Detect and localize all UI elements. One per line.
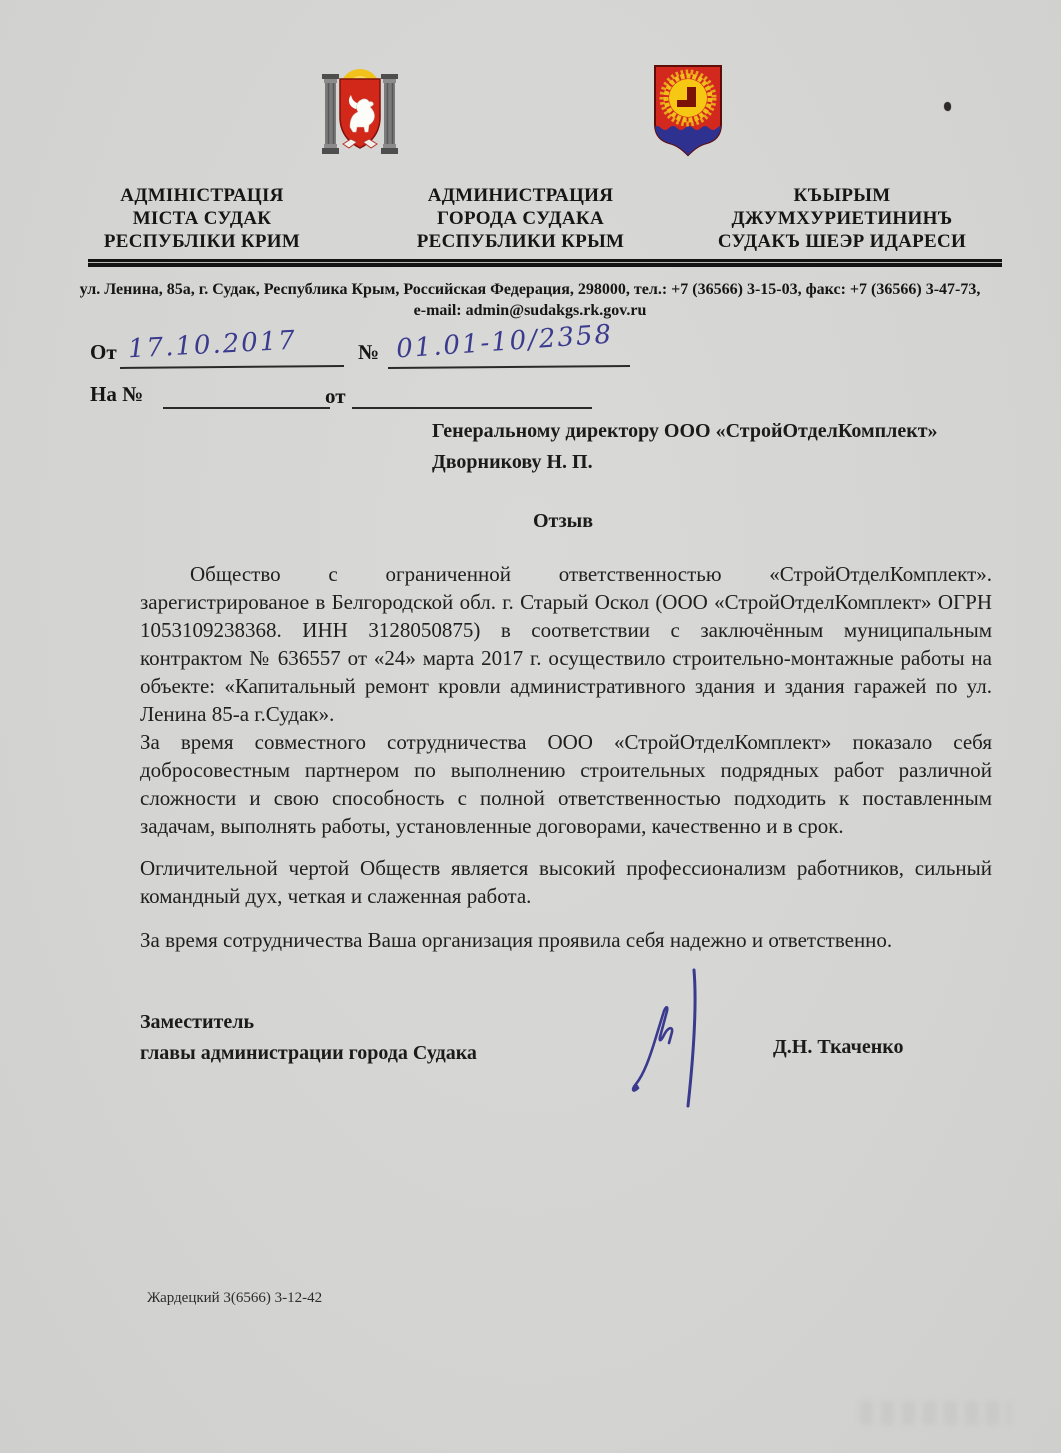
crimea-coat-of-arms-icon [316, 64, 404, 168]
signatory-name: Д.Н. Ткаченко [773, 1036, 904, 1058]
reply-to-date-line [352, 407, 592, 409]
letterhead-line: ГОРОДА СУДАКА [437, 208, 604, 229]
body-paragraph: Общество с ограниченной ответственностью «СтройОтделКомплект». зарегистрированое в Белгородской обл. г. Старый Оскол (ООО «СтройОтделКомплект» ОГРН 1053109238368. ИНН 3128050875) в соответствии с заключённым муниципальным контрактом № 636557 от «24» марта 2017 г. осуществило строительно-монтажные работы на объекте: «Капитальный ремонт кровли административного здания и здания гаражей по ул. Ленина 85-а г.Судак». [140, 562, 992, 726]
ink-speck [944, 102, 951, 111]
number-field-label: № [358, 340, 380, 364]
letterhead-line: РЕСПУБЛИКИ КРЫМ [416, 231, 625, 252]
executor-contact: Жардецкий 3(6566) 3-12-42 [147, 1290, 323, 1306]
reply-to-number-label: На № [90, 382, 144, 406]
reply-to-date-label: от [325, 384, 346, 408]
reply-to-number-line [163, 407, 330, 409]
letterhead-line: РЕСПУБЛІКИ КРИМ [103, 231, 301, 252]
date-field-line [120, 365, 344, 369]
recipient-line: Дворникову Н. П. [432, 451, 593, 473]
sudak-coat-of-arms-icon [651, 62, 725, 162]
body-paragraph: Огличительной чертой Обществ является высокий профессионализм работников, сильный командный дух, четкая и слаженная работа. [140, 856, 992, 908]
letterhead-divider [88, 259, 1002, 267]
letterhead-ukrainian [92, 184, 312, 253]
signatory-position-line: Заместитель [140, 1011, 255, 1033]
letterhead-line: АДМИНИСТРАЦИЯ [427, 185, 614, 206]
contact-info [55, 279, 1005, 321]
contact-address-line: ул. Ленина, 85а, г. Судак, Республика Крым, Российская Федерация, 298000, тел.: +7 (36566) 3-15-03, факс: +7 (36566) 3-47-73, [79, 281, 981, 298]
letterhead-line: КЪЫРЫМ [793, 185, 891, 206]
handwritten-signature-icon [616, 964, 716, 1112]
number-field-line [388, 365, 630, 369]
signatory-position-line: главы администрации города Судака [140, 1042, 477, 1064]
letter-body [140, 560, 992, 954]
letterhead-crimean-tatar [703, 184, 981, 253]
contact-email-line: e-mail: admin@sudakgs.rk.gov.ru [413, 302, 647, 319]
bleed-through-artifact [848, 1392, 1023, 1434]
letterhead-russian [398, 184, 643, 253]
recipient-line: Генеральному директору ООО «СтройОтделКомплект» [432, 420, 938, 442]
letterhead-line: АДМІНІСТРАЦІЯ [120, 185, 284, 206]
letterhead-line: ДЖУМХУРИЕТИНИНЪ [731, 208, 953, 229]
letterhead-line: СУДАКЪ ШЕЭР ИДАРЕСИ [717, 231, 967, 252]
number-handwritten-value: 01.01-10/2358 [395, 319, 615, 365]
letterhead-line: МІСТА СУДАК [132, 208, 272, 229]
date-field-label: От [90, 340, 117, 364]
signatory-position [140, 1007, 477, 1069]
date-handwritten-value: 17.10.2017 [127, 325, 298, 365]
body-paragraph: За время сотрудничества Ваша организация проявила себя надежно и ответственно. [140, 928, 893, 952]
body-paragraph: За время совместного сотрудничества ООО «СтройОтделКомплект» показало себя добросовестным партнером по выполнению строительных подрядных работ различной сложности и свою способность с полной ответственностью подходить к поставленным задачам, выполнять работы, установленные договорами, качественно и в срок. [140, 730, 992, 838]
recipient-block [432, 416, 997, 478]
document-title: Отзыв [533, 510, 594, 532]
